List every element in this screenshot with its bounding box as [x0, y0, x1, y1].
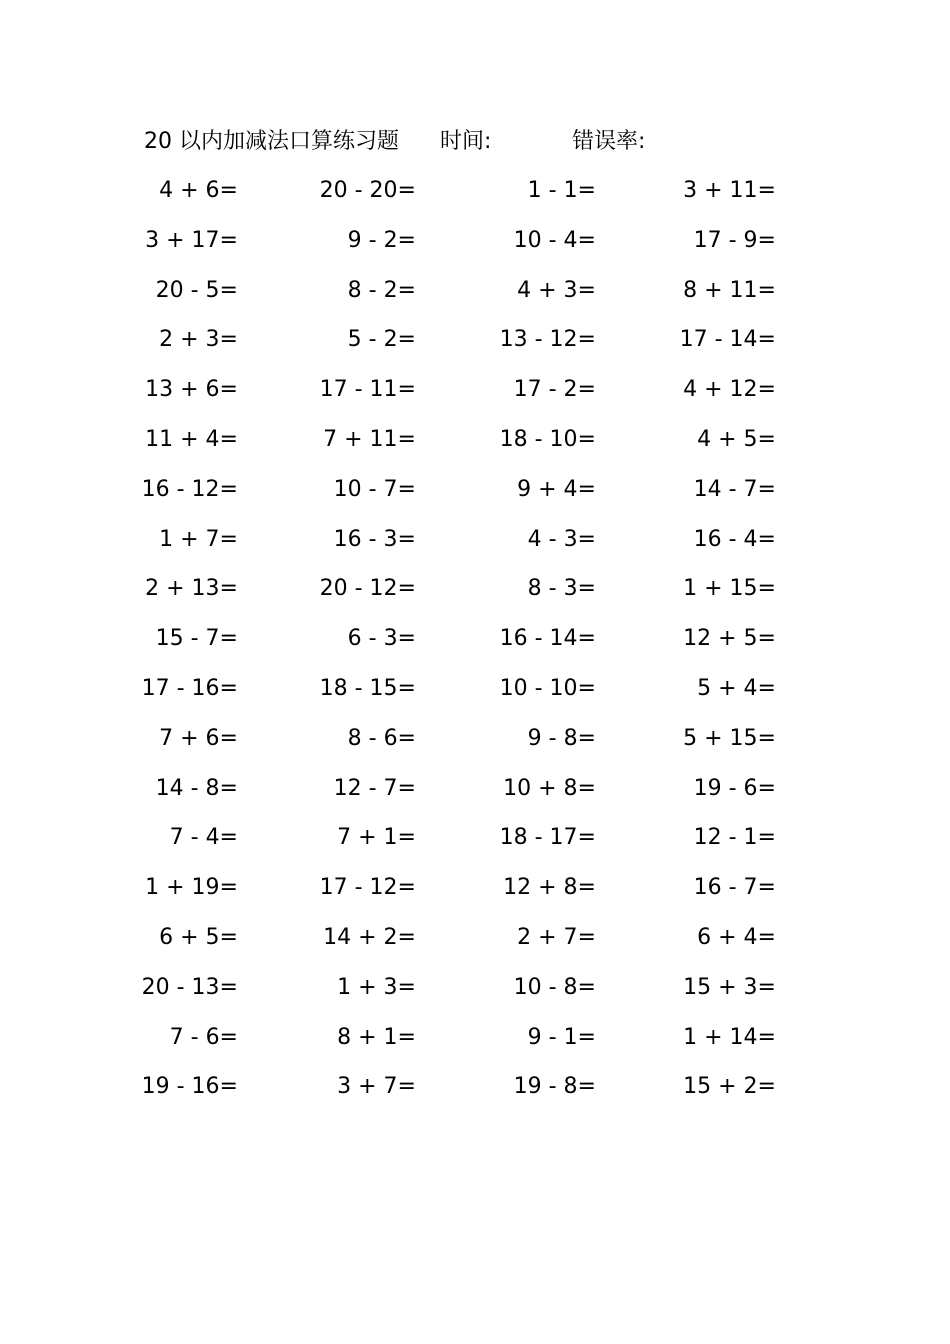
problem-row: [0, 523, 950, 573]
arithmetic-problem: 1 - 1=: [527, 178, 596, 203]
arithmetic-problem: 5 + 15=: [683, 725, 776, 751]
worksheet-title: 20 以内加减法口算练习题: [144, 129, 399, 154]
arithmetic-problem: 17 - 2=: [513, 377, 596, 403]
arithmetic-problem: 6 + 4=: [697, 924, 776, 950]
arithmetic-problem: 20 - 5=: [155, 277, 238, 303]
problem-row: [0, 572, 950, 622]
arithmetic-problem: 8 + 11=: [683, 277, 776, 303]
arithmetic-problem: 4 + 12=: [683, 377, 776, 403]
arithmetic-problem: 13 + 6=: [145, 377, 238, 403]
arithmetic-problem: 4 + 5=: [697, 426, 776, 452]
arithmetic-problem: 6 + 5=: [159, 924, 238, 950]
arithmetic-problem: 18 - 15=: [319, 675, 416, 701]
arithmetic-problem: 1 + 7=: [159, 526, 238, 552]
arithmetic-problem: 20 - 13=: [141, 974, 238, 1000]
arithmetic-problem: 18 - 10=: [499, 426, 596, 452]
arithmetic-problem: 7 - 4=: [169, 825, 238, 851]
arithmetic-problem: 17 - 11=: [319, 377, 416, 403]
arithmetic-problem: 18 - 17=: [499, 825, 596, 851]
problem-row: [0, 473, 950, 523]
problem-row: [0, 1070, 950, 1120]
arithmetic-problem: 8 - 3=: [527, 576, 596, 602]
arithmetic-problem: 9 - 2=: [347, 227, 416, 253]
arithmetic-problem: 2 + 7=: [517, 924, 596, 950]
arithmetic-problem: 7 - 6=: [169, 1024, 238, 1050]
arithmetic-problem: 6 - 3=: [347, 626, 416, 652]
arithmetic-problem: 16 - 14=: [499, 626, 596, 652]
arithmetic-problem: 12 - 7=: [333, 775, 416, 801]
arithmetic-problem: 15 + 2=: [683, 1074, 776, 1100]
arithmetic-problem: 7 + 6=: [159, 725, 238, 751]
arithmetic-problem: 16 - 4=: [693, 526, 776, 552]
arithmetic-problem: 12 + 8=: [503, 875, 596, 901]
arithmetic-problem: 13 - 12=: [499, 327, 596, 353]
problem-grid: [0, 174, 950, 1120]
arithmetic-problem: 10 - 4=: [513, 227, 596, 253]
arithmetic-problem: 4 + 3=: [517, 277, 596, 303]
arithmetic-problem: 14 + 2=: [323, 924, 416, 950]
arithmetic-problem: 14 - 7=: [693, 476, 776, 502]
time-label: 时间:: [440, 129, 492, 154]
problem-row: [0, 722, 950, 772]
arithmetic-problem: 19 - 8=: [513, 1074, 596, 1100]
problem-row: [0, 323, 950, 373]
problem-row: [0, 622, 950, 672]
arithmetic-problem: 3 + 11=: [683, 178, 776, 203]
problem-row: [0, 772, 950, 822]
problem-row: [0, 373, 950, 423]
problem-row: [0, 971, 950, 1021]
arithmetic-problem: 15 - 7=: [155, 626, 238, 652]
arithmetic-problem: 2 + 3=: [159, 327, 238, 353]
arithmetic-problem: 10 - 10=: [499, 675, 596, 701]
problem-row: [0, 423, 950, 473]
error-rate-label: 错误率:: [572, 129, 646, 154]
problem-row: [0, 871, 950, 921]
arithmetic-problem: 10 - 8=: [513, 974, 596, 1000]
arithmetic-problem: 17 - 12=: [319, 875, 416, 901]
arithmetic-problem: 10 - 7=: [333, 476, 416, 502]
arithmetic-problem: 1 + 15=: [683, 576, 776, 602]
arithmetic-problem: 9 - 8=: [527, 725, 596, 751]
arithmetic-problem: 15 + 3=: [683, 974, 776, 1000]
arithmetic-problem: 1 + 3=: [337, 974, 416, 1000]
problem-row: [0, 174, 950, 224]
arithmetic-problem: 9 - 1=: [527, 1024, 596, 1050]
problem-row: [0, 672, 950, 722]
arithmetic-problem: 16 - 3=: [333, 526, 416, 552]
arithmetic-problem: 19 - 6=: [693, 775, 776, 801]
arithmetic-problem: 14 - 8=: [155, 775, 238, 801]
arithmetic-problem: 20 - 20=: [319, 178, 416, 203]
arithmetic-problem: 20 - 12=: [319, 576, 416, 602]
arithmetic-problem: 5 - 2=: [347, 327, 416, 353]
arithmetic-problem: 10 + 8=: [503, 775, 596, 801]
arithmetic-problem: 1 + 19=: [145, 875, 238, 901]
arithmetic-problem: 9 + 4=: [517, 476, 596, 502]
arithmetic-problem: 11 + 4=: [145, 426, 238, 452]
arithmetic-problem: 8 - 2=: [347, 277, 416, 303]
arithmetic-problem: 19 - 16=: [141, 1074, 238, 1100]
arithmetic-problem: 4 - 3=: [527, 526, 596, 552]
arithmetic-problem: 8 - 6=: [347, 725, 416, 751]
problem-row: [0, 224, 950, 274]
arithmetic-problem: 4 + 6=: [159, 178, 238, 203]
problem-row: [0, 1021, 950, 1071]
arithmetic-problem: 2 + 13=: [145, 576, 238, 602]
problem-row: [0, 274, 950, 324]
arithmetic-problem: 12 + 5=: [683, 626, 776, 652]
arithmetic-problem: 8 + 1=: [337, 1024, 416, 1050]
problem-row: [0, 821, 950, 871]
arithmetic-problem: 1 + 14=: [683, 1024, 776, 1050]
arithmetic-problem: 16 - 12=: [141, 476, 238, 502]
arithmetic-problem: 17 - 16=: [141, 675, 238, 701]
arithmetic-problem: 7 + 11=: [323, 426, 416, 452]
arithmetic-problem: 16 - 7=: [693, 875, 776, 901]
arithmetic-problem: 7 + 1=: [337, 825, 416, 851]
arithmetic-problem: 3 + 17=: [145, 227, 238, 253]
arithmetic-problem: 5 + 4=: [697, 675, 776, 701]
arithmetic-problem: 12 - 1=: [693, 825, 776, 851]
arithmetic-problem: 17 - 9=: [693, 227, 776, 253]
arithmetic-problem: 17 - 14=: [679, 327, 776, 353]
arithmetic-problem: 3 + 7=: [337, 1074, 416, 1100]
problem-row: [0, 921, 950, 971]
